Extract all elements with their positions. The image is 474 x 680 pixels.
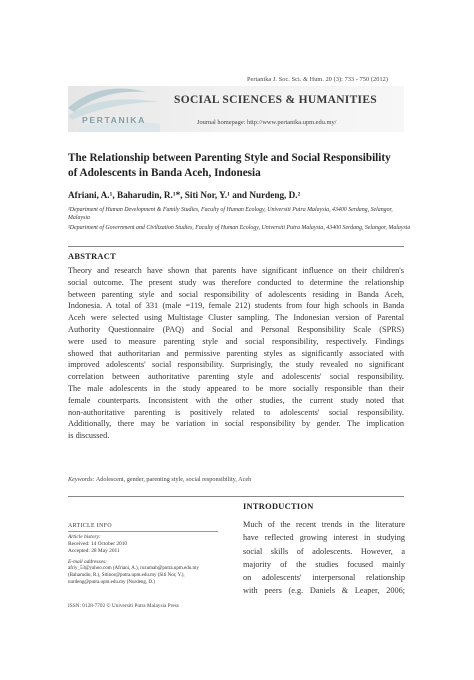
article-authors: Afriani, A.¹, Baharudin, R.¹*, Siti Nor, Y.¹ and Nurdeng, D.² <box>68 190 301 200</box>
journal-title: SOCIAL SCIENCES & HUMANITIES <box>174 94 377 106</box>
abstract-heading: ABSTRACT <box>68 252 117 261</box>
abstract-line: The male adolescents in the study appeared to be more socially responsible than their <box>68 383 404 393</box>
abstract-line: showed that authoritarian and permissive parenting styles as significantly associated with <box>68 348 404 358</box>
abstract-body <box>68 265 404 442</box>
issn-copyright: ISSN: 0128-7702 © Universiti Putra Malaysia Press <box>68 603 179 609</box>
pertanika-logo <box>68 86 160 132</box>
journal-citation: Pertanika J. Soc. Sci. & Hum. 20 (3): 733 - 750 (2012) <box>247 76 388 83</box>
article-history-label: Article history: <box>68 534 101 541</box>
abstract-line: between parenting style and social responsibility of adolescents residing in Banda Aceh, <box>68 289 404 299</box>
received-date: Received: 14 October 2010 <box>68 541 128 548</box>
article-info-rule <box>68 531 218 532</box>
abstract-line: Additionally, there may be variation in social responsibility by gender. The implication <box>68 419 404 429</box>
article-title: The Relationship between Parenting Style and Social Responsibility of Adolescents in Banda Aceh, Indonesia <box>68 152 391 179</box>
journal-homepage: Journal homepage: http://www.pertanika.upm.edu.my/ <box>197 119 337 126</box>
divider-top <box>68 246 404 247</box>
abstract-line: correlation between authoritative parenting style and adolescents' social responsibility. <box>68 372 404 382</box>
introduction-line: have reflected growing interest in studying <box>243 533 405 543</box>
abstract-line: non-authoritative parenting is positively related to adolescents' social responsibility. <box>68 407 404 417</box>
abstract-line: Authority Questionnaire (PAQ) and Social and Personal Responsibility Scale (SPRS) <box>68 324 404 334</box>
keywords <box>68 476 404 483</box>
abstract-line: Aceh were selected using Multistage Cluster sampling. The Indonesian version of Parental <box>68 313 404 323</box>
abstract-line: improved adolescents' social responsibility. Surprisingly, the study revealed no significant <box>68 360 404 370</box>
logo-swoosh-icon <box>68 86 160 132</box>
introduction-line: with peers (e.g. Daniels & Leaper, 2006; <box>243 586 405 596</box>
keywords-label: Keywords: <box>68 476 95 483</box>
article-info-heading: ARTICLE INFO <box>68 523 112 529</box>
email-label: E-mail addresses: <box>68 559 107 566</box>
affiliation-1: ¹Department of Human Development & Family Studies, Faculty of Human Ecology, Universiti Putra Malaysia, 43400 Serdang, Selangor, Malaysia <box>68 207 393 222</box>
affiliation-2: ²Department of Government and Civilization Studies, Faculty of Human Ecology, Universiti Putra Malaysia, 43400 Serdang, Selangor, Malaysia <box>68 225 411 231</box>
introduction-line: majority of the studies focused mainly <box>243 559 405 569</box>
abstract-line: Indonesia. A total of 331 (male =119, female 212) students from four high schools in Banda <box>68 301 404 311</box>
keywords-text: Adolescent, gender, parenting style, social responsibility, Aceh <box>95 476 252 483</box>
abstract-line: Theory and research have shown that parents have significant influence on their children's <box>68 266 404 275</box>
accepted-date: Accepted: 28 May 2011 <box>68 548 120 555</box>
email-addresses: afriy_53@yahoo.com (Afriani, A.), rozumah@putra.upm.edu.my (Baharudin, R.), Sitinor@putra.upm.edu.my (Siti Nor, Y.), nurdeng@putra.upm.edu.my (Nurdeng, D.) <box>68 566 199 585</box>
abstract-line: were used to measure parenting style and social responsibility, respectively. Findings <box>68 336 404 346</box>
abstract-line: social outcome. The present study was therefore conducted to determine the relationship <box>68 277 404 287</box>
introduction-line: on adolescents' interpersonal relationship <box>243 573 405 583</box>
article-info <box>68 523 218 587</box>
journal-header <box>68 86 404 132</box>
logo-wordmark: PERTANIKA <box>82 115 146 125</box>
introduction-heading: INTRODUCTION <box>243 502 314 511</box>
divider-bottom <box>68 496 404 497</box>
introduction-body <box>243 518 405 598</box>
abstract-line: is discussed. <box>68 431 110 441</box>
abstract-line: female counterparts. Inconsistent with the other studies, the current study noted that <box>68 395 404 405</box>
introduction-line: Much of the recent trends in the literature <box>243 520 405 529</box>
introduction-line: social skills of adolescents. However, a <box>243 546 405 556</box>
